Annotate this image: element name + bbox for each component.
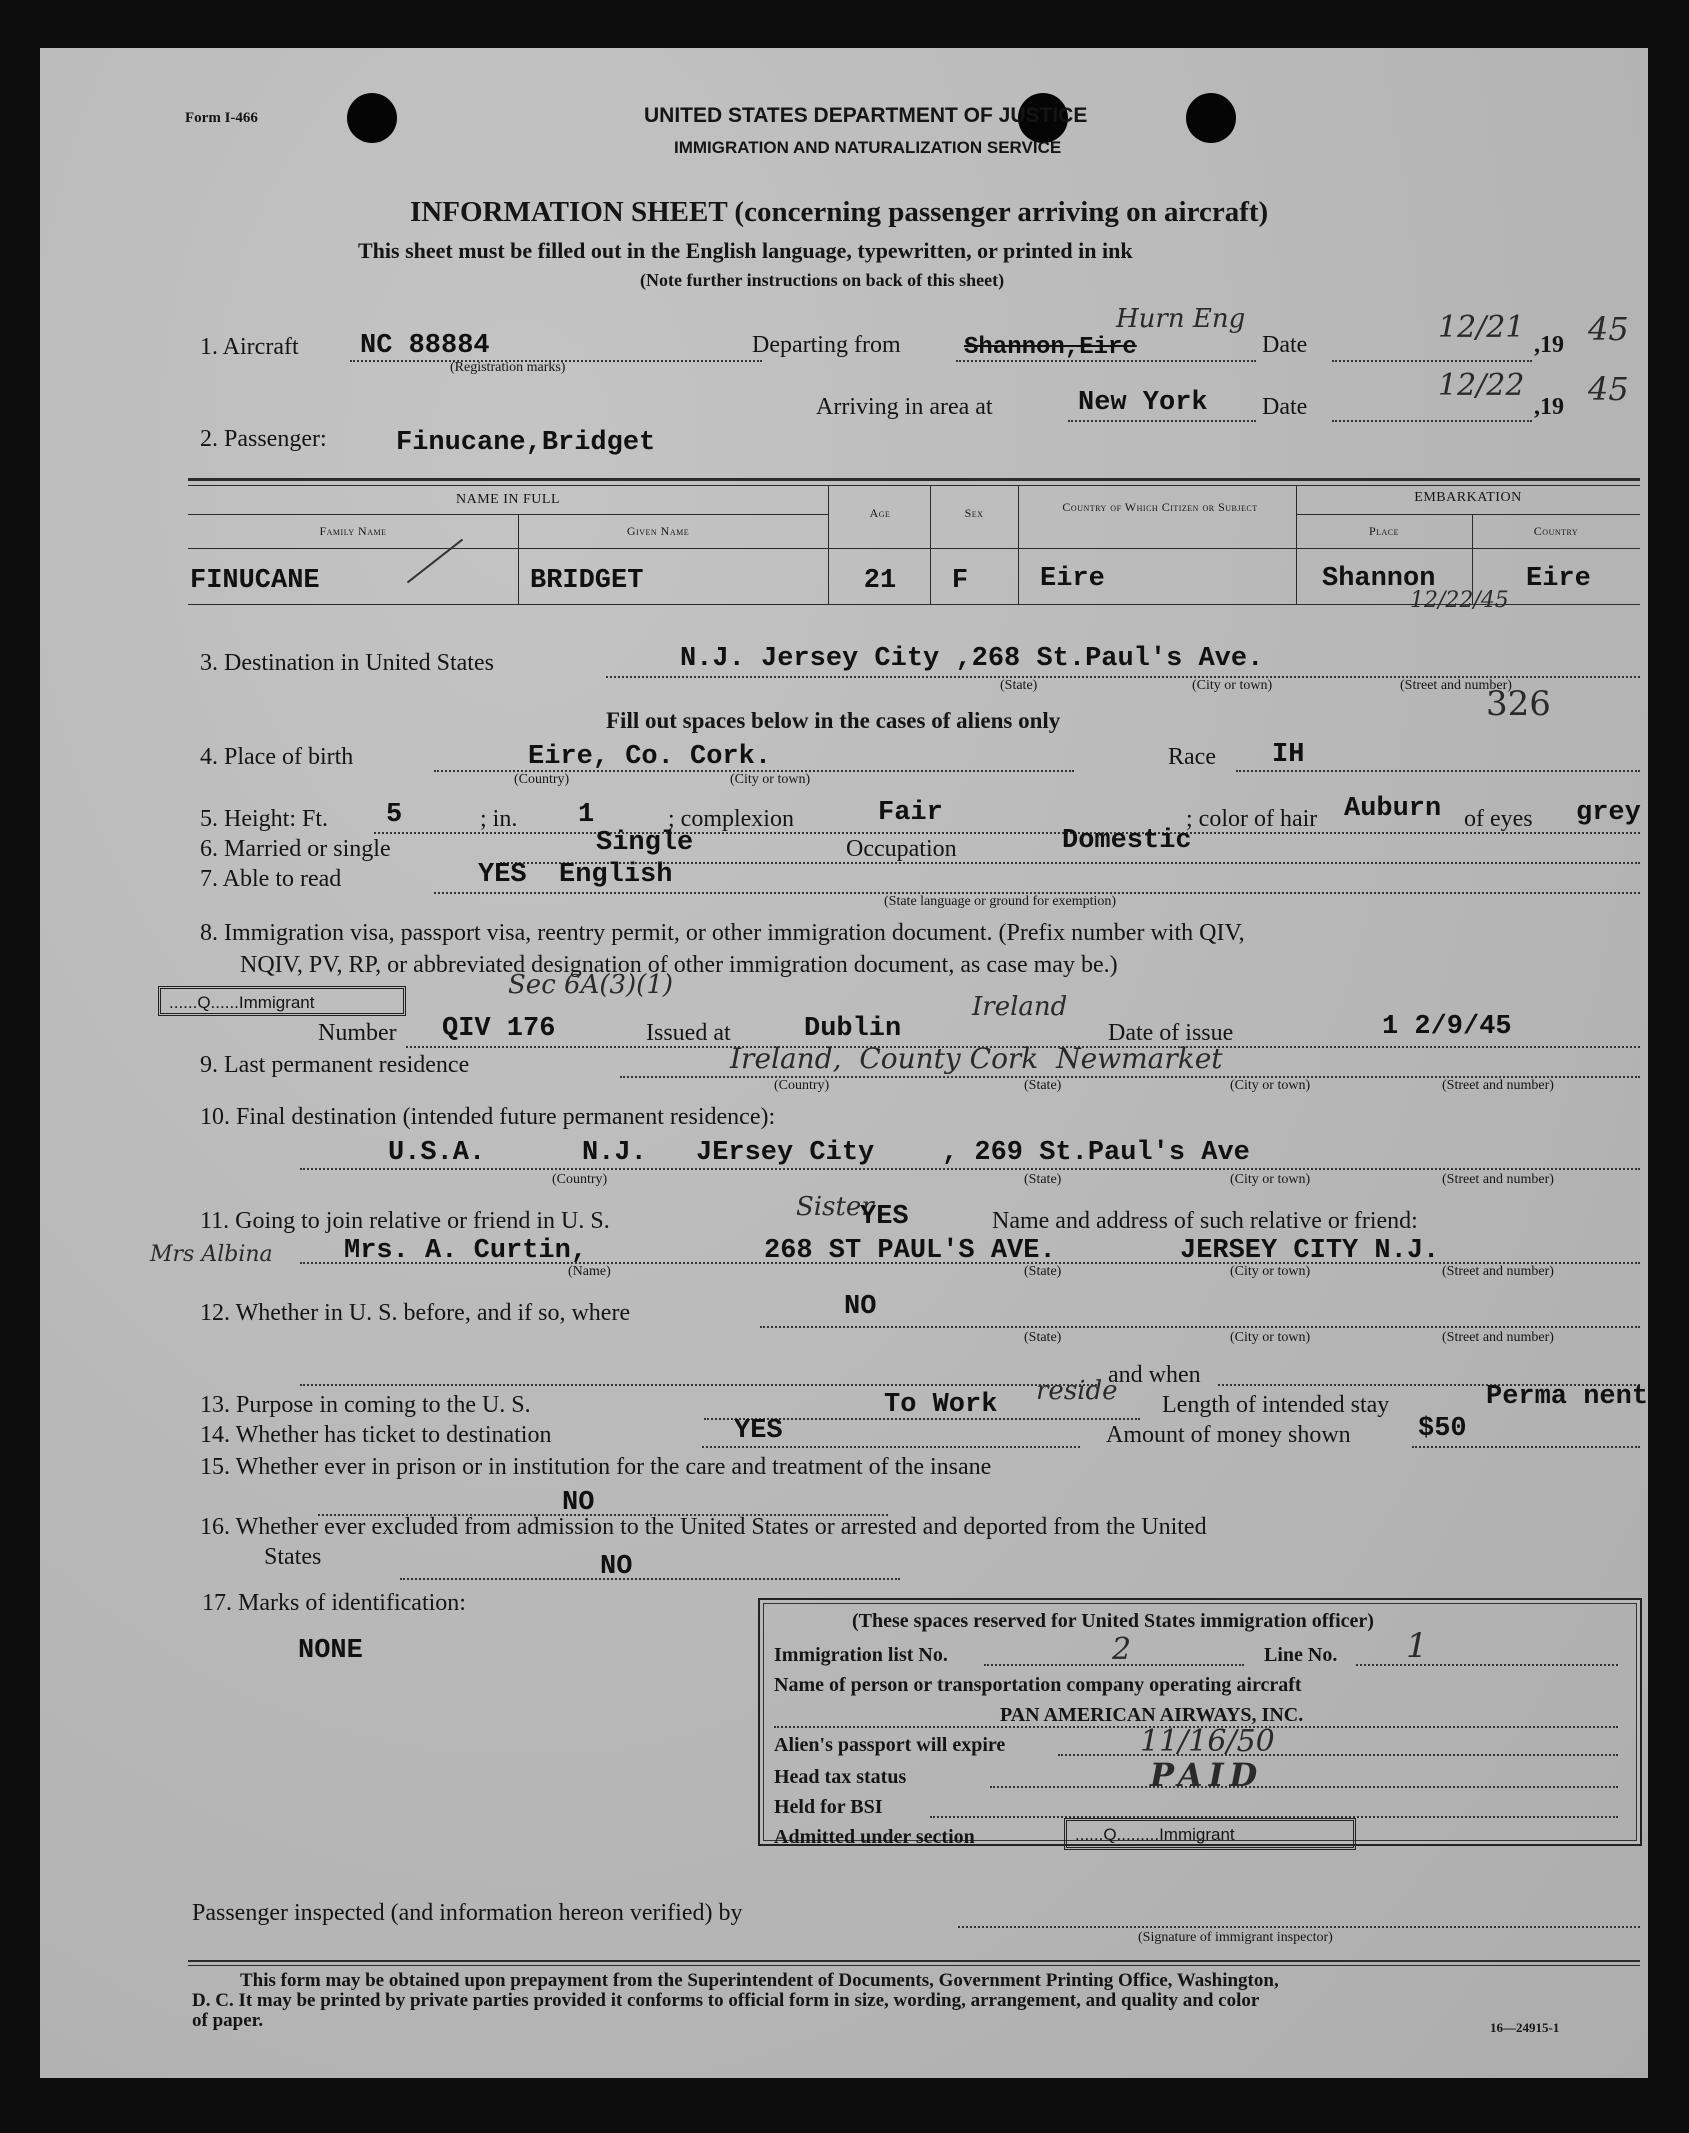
date1-label: Date	[1262, 332, 1308, 358]
ticket-value: YES	[734, 1416, 783, 1446]
street-caption: (Street and number)	[1442, 1078, 1554, 1093]
field-3-label: 3. Destination in United States	[200, 650, 494, 676]
service-title: IMMIGRATION AND NATURALIZATION SERVICE	[674, 138, 1062, 157]
date2-handwritten: 12/22	[1438, 368, 1525, 403]
destination-value: N.J. Jersey City ,268 St.Paul's Ave.	[680, 644, 1264, 674]
prison-value: NO	[562, 1488, 595, 1518]
city-caption: (City or town)	[1230, 1264, 1311, 1279]
relative-name-label: Name and address of such relative or friend:	[992, 1208, 1418, 1234]
race-label: Race	[1168, 744, 1216, 770]
field-8-label-continued: NQIV, PV, RP, or abbreviated designation of other immigration document, as case may be.)	[240, 952, 1118, 978]
section-stamp: ......Q.........Immigrant	[1064, 1818, 1356, 1850]
year2-handwritten: 45	[1588, 370, 1629, 408]
year1-prefix: ,19	[1534, 332, 1564, 358]
embarkation-header: EMBARKATION	[1414, 490, 1522, 505]
issue-date-value: 1 2/9/45	[1382, 1012, 1512, 1042]
complexion-value: Fair	[878, 798, 943, 828]
field-5-label: 5. Height: Ft.	[200, 806, 329, 832]
field-14-label: 14. Whether has ticket to destination	[200, 1422, 552, 1448]
height-in-value: 1	[578, 800, 595, 830]
aliens-note: Fill out spaces below in the cases of aliens only	[606, 708, 1061, 733]
residence-handwritten: Ireland, County Cork Newmarket	[730, 1042, 1223, 1075]
field-8-label: 8. Immigration visa, passport visa, reentry permit, or other immigration document. (Prefix number with QIV,	[200, 920, 1245, 946]
operator-value: PAN AMERICAN AIRWAYS, INC.	[1000, 1704, 1304, 1726]
city-caption: (City or town)	[1230, 1078, 1311, 1093]
read-value: YES English	[478, 860, 673, 890]
eyes-label: of eyes	[1464, 806, 1533, 832]
street-caption: (Street and number)	[1442, 1264, 1554, 1279]
departing-struck: Shannon,Eire	[964, 334, 1137, 361]
line-handwritten: 1	[1406, 1626, 1428, 1666]
field-1-label: 1. Aircraft	[200, 334, 299, 360]
arriving-label: Arriving in area at	[816, 394, 993, 420]
print-code: 16—24915-1	[1490, 2020, 1560, 2035]
age-header: Age	[869, 506, 891, 520]
field-16-label: 16. Whether ever excluded from admission to the United States or arrested and deported from the United	[200, 1514, 1207, 1540]
state-caption: (State)	[1024, 1078, 1062, 1093]
money-value: $50	[1418, 1414, 1467, 1444]
and-when-label: and when	[1108, 1362, 1201, 1388]
form-sheet	[40, 48, 1648, 2078]
excluded-value: NO	[600, 1552, 633, 1582]
height-ft-value: 5	[386, 800, 403, 830]
department-title: UNITED STATES DEPARTMENT OF JUSTICE	[644, 104, 1088, 127]
field-13-label: 13. Purpose in coming to the U. S.	[200, 1392, 531, 1418]
language-caption: (State language or ground for exemption)	[884, 894, 1117, 909]
street-caption: (Street and number)	[1442, 1330, 1554, 1345]
number-label: Number	[318, 1020, 397, 1046]
field-9-label: 9. Last permanent residence	[200, 1052, 470, 1078]
final-country: U.S.A.	[388, 1138, 486, 1168]
relative-name: Mrs. A. Curtin,	[344, 1236, 588, 1266]
issued-label: Issued at	[646, 1020, 731, 1046]
section-label: Admitted under section	[774, 1826, 975, 1848]
operator-label: Name of person or transportation company operating aircraft	[774, 1674, 1302, 1696]
money-label: Amount of money shown	[1106, 1422, 1351, 1448]
inches-label: ; in.	[480, 806, 518, 832]
passport-expire-label: Alien's passport will expire	[774, 1734, 1006, 1756]
list-handwritten: 2	[1112, 1632, 1132, 1667]
departing-handwritten: Hurn Eng	[1116, 304, 1246, 334]
final-city: JErsey City	[696, 1138, 875, 1168]
field-16-label-continued: States	[264, 1544, 322, 1570]
occupation-label: Occupation	[846, 836, 957, 862]
passenger-value: Finucane,Bridget	[396, 428, 656, 458]
field-12-label: 12. Whether in U. S. before, and if so, where	[200, 1300, 631, 1326]
country-caption: (Country)	[774, 1078, 830, 1093]
registration-caption: (Registration marks)	[450, 360, 566, 375]
city-caption: (City or town)	[730, 772, 811, 787]
place-handwritten-date: 12/22/45	[1410, 588, 1509, 613]
sex-cell: F	[951, 566, 969, 596]
departing-label: Departing from	[752, 332, 901, 358]
footer-line-1: This form may be obtained upon prepayment from the Superintendent of Documents, Government Printing Office, Washington,	[240, 1970, 1279, 1991]
passport-expire-handwritten: 11/16/50	[1140, 1724, 1275, 1759]
name-in-full-header: NAME IN FULL	[456, 492, 560, 507]
emb-country-header: Country	[1533, 524, 1579, 538]
given-name-header: Given Name	[626, 524, 690, 538]
form-id: Form I-466	[185, 110, 258, 126]
year2-prefix: ,19	[1534, 394, 1564, 420]
place-cell: Shannon	[1322, 564, 1436, 594]
field-2-label: 2. Passenger:	[200, 426, 327, 452]
state-caption: (State)	[1024, 1330, 1062, 1345]
visa-number: QIV 176	[442, 1014, 556, 1044]
hair-label: ; color of hair	[1186, 806, 1318, 832]
punch-hole	[1186, 93, 1236, 143]
final-state: N.J.	[582, 1138, 647, 1168]
name-caption: (Name)	[568, 1264, 611, 1279]
sex-header: Sex	[964, 506, 984, 520]
section-handwritten: Sec 6A(3)(1)	[508, 970, 674, 1000]
stay-value: Perma nent	[1486, 1382, 1649, 1412]
punch-hole	[347, 93, 397, 143]
citizen-cell: Eire	[1040, 564, 1105, 594]
date2-label: Date	[1262, 394, 1308, 420]
place-header: Place	[1368, 524, 1400, 538]
relative-city: JERSEY CITY N.J.	[1180, 1236, 1440, 1266]
purpose-handwritten: reside	[1036, 1376, 1118, 1406]
field-7-label: 7. Able to read	[200, 866, 342, 892]
bsi-label: Held for BSI	[774, 1796, 883, 1818]
field-6-label: 6. Married or single	[200, 836, 391, 862]
footer-line-2: D. C. It may be printed by private parties provided it conforms to official form in size, wording, arrangement, and quality and color	[192, 1990, 1260, 2011]
relative-handwritten: Mrs Albina	[150, 1242, 273, 1267]
previous-us-value: NO	[844, 1292, 877, 1322]
street-caption: (Street and number)	[1400, 678, 1512, 693]
given-name-cell: BRIDGET	[530, 566, 644, 596]
date1-handwritten: 12/21	[1438, 310, 1525, 345]
birthplace-value: Eire, Co. Cork.	[528, 742, 772, 772]
field-10-label: 10. Final destination (intended future permanent residence):	[200, 1104, 776, 1130]
instruction-note: (Note further instructions on back of this sheet)	[640, 270, 1005, 290]
issued-value: Dublin	[804, 1014, 902, 1044]
field-17-label: 17. Marks of identification:	[202, 1590, 466, 1616]
officer-box-title: (These spaces reserved for United States immigration officer)	[852, 1610, 1374, 1632]
inspected-label: Passenger inspected (and information hereon verified) by	[192, 1900, 743, 1926]
tax-status-handwritten: PAID	[1150, 1756, 1264, 1794]
emb-country-cell: Eire	[1526, 564, 1591, 594]
relation-handwritten: Sister	[796, 1192, 874, 1222]
arriving-value: New York	[1078, 388, 1208, 418]
instruction-line: This sheet must be filled out in the English language, typewritten, or printed in ink	[358, 238, 1133, 263]
state-caption: (State)	[1024, 1264, 1062, 1279]
marital-value: Single	[596, 828, 694, 858]
visa-stamp: ......Q......Immigrant	[158, 986, 406, 1016]
complexion-label: ; complexion	[668, 806, 794, 832]
stay-label: Length of intended stay	[1162, 1392, 1390, 1418]
destination-handwritten-number: 326	[1486, 684, 1551, 724]
field-15-label: 15. Whether ever in prison or in institution for the care and treatment of the insane	[200, 1454, 992, 1480]
city-caption: (City or town)	[1230, 1172, 1311, 1187]
join-value: YES	[860, 1202, 909, 1232]
aircraft-value: NC 88884	[360, 331, 490, 361]
checkmark-stroke	[407, 539, 463, 584]
field-4-label: 4. Place of birth	[200, 744, 354, 770]
state-caption: (State)	[1000, 678, 1038, 693]
line-label: Line No.	[1264, 1644, 1338, 1666]
city-caption: (City or town)	[1192, 678, 1273, 693]
relative-street: 268 ST PAUL'S AVE.	[764, 1236, 1056, 1266]
street-caption: (Street and number)	[1442, 1172, 1554, 1187]
list-label: Immigration list No.	[774, 1644, 948, 1666]
marks-value: NONE	[298, 1636, 363, 1666]
final-street: , 269 St.Paul's Ave	[942, 1138, 1250, 1168]
sheet-title: INFORMATION SHEET (concerning passenger arriving on aircraft)	[410, 196, 1269, 228]
city-caption: (City or town)	[1230, 1330, 1311, 1345]
state-caption: (State)	[1024, 1172, 1062, 1187]
field-11-label: 11. Going to join relative or friend in U. S.	[200, 1208, 610, 1234]
signature-caption: (Signature of immigrant inspector)	[1138, 1930, 1333, 1945]
hair-value: Auburn	[1344, 794, 1442, 824]
eyes-value: grey	[1576, 798, 1641, 828]
year1-handwritten: 45	[1588, 310, 1629, 348]
issued-handwritten: Ireland	[972, 992, 1068, 1022]
tax-status-label: Head tax status	[774, 1766, 907, 1788]
occupation-value: Domestic	[1062, 826, 1192, 856]
footer-line-3: of paper.	[192, 2010, 264, 2031]
purpose-value: To Work	[884, 1390, 998, 1420]
country-caption: (Country)	[514, 772, 570, 787]
age-cell: 21	[863, 566, 897, 596]
family-name-header: Family Name	[319, 524, 387, 538]
citizen-header: Country of Which Citizen or Subject	[1062, 500, 1258, 514]
country-caption: (Country)	[552, 1172, 608, 1187]
race-value: IH	[1272, 740, 1305, 770]
issue-date-label: Date of issue	[1108, 1020, 1234, 1046]
family-name-cell: FINUCANE	[190, 566, 320, 596]
